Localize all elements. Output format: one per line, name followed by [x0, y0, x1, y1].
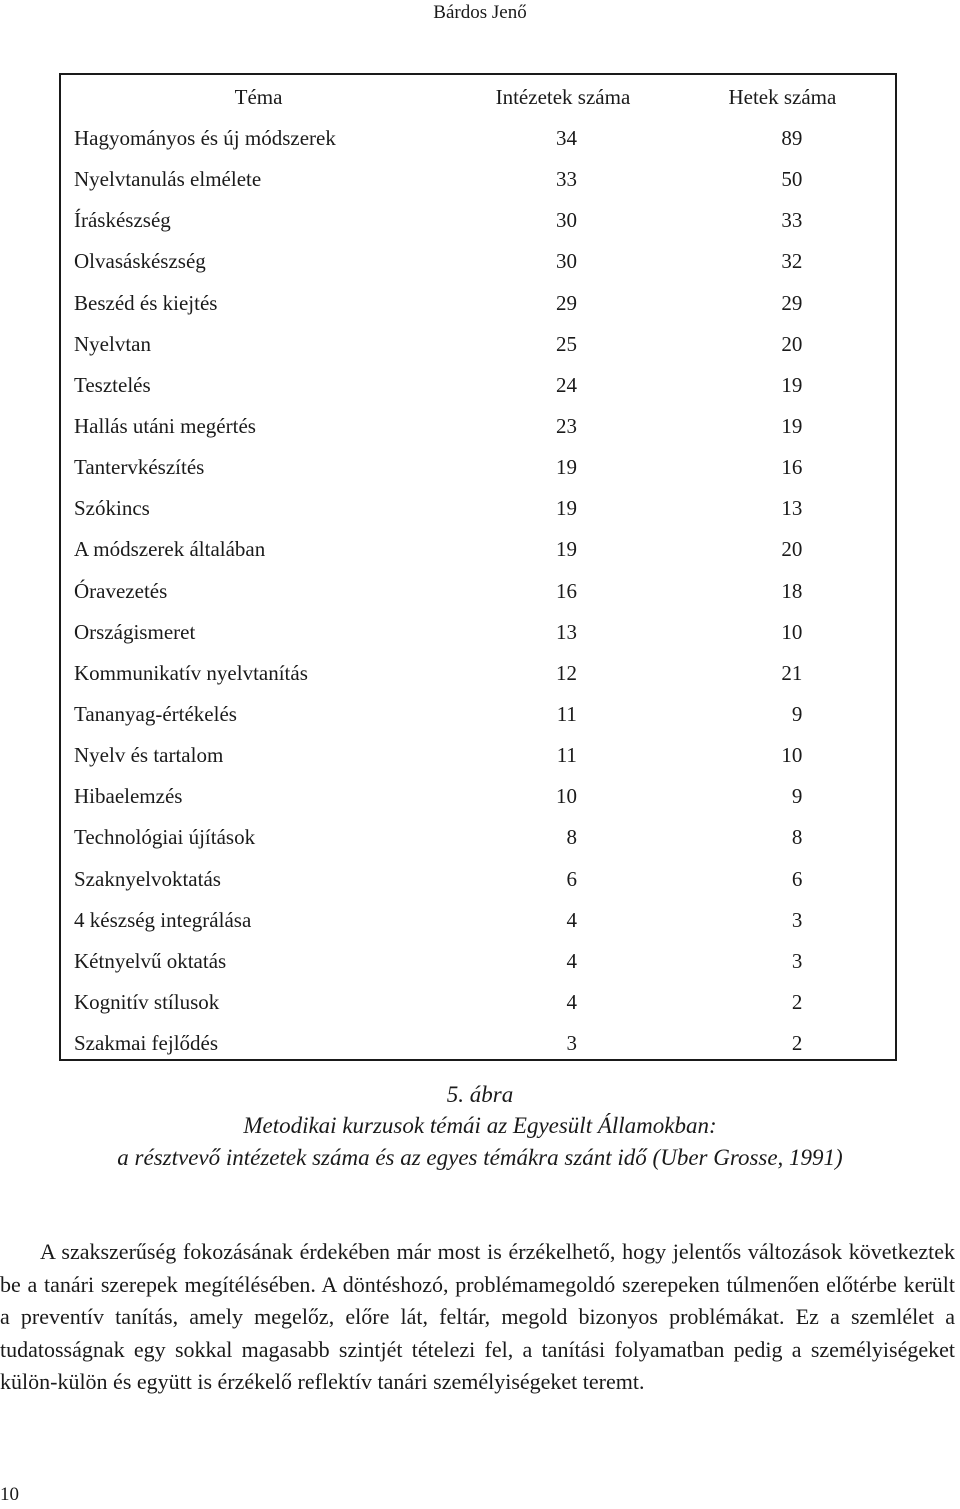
cell-weeks-wrap [670, 859, 895, 900]
cell-institutions: 13 [555, 619, 577, 644]
cell-weeks-wrap [670, 324, 895, 365]
cell-weeks: 18 [781, 578, 803, 603]
cell-weeks: 10 [781, 743, 803, 768]
table-row [61, 488, 895, 529]
cell-institutions: 30 [555, 208, 577, 233]
cell-institutions: 4 [566, 990, 577, 1015]
cell-institutions: 4 [566, 907, 577, 932]
cell-institutions: 19 [555, 455, 577, 480]
cell-weeks-wrap [670, 488, 895, 529]
cell-topic: Beszéd és kiejtés [74, 290, 218, 315]
table-row [61, 735, 895, 776]
cell-institutions-wrap [456, 241, 670, 282]
cell-weeks-wrap [670, 447, 895, 488]
cell-weeks-wrap [670, 900, 895, 941]
table-row [61, 694, 895, 735]
cell-topic: Hibaelemzés [74, 784, 183, 809]
table-row [61, 859, 895, 900]
cell-weeks-wrap [670, 612, 895, 653]
cell-institutions: 4 [566, 948, 577, 973]
cell-topic: Íráskészség [74, 208, 171, 233]
cell-weeks-wrap [670, 776, 895, 817]
cell-weeks-wrap [670, 735, 895, 776]
cell-institutions-wrap [456, 776, 670, 817]
cell-topic: Tesztelés [74, 372, 151, 397]
cell-institutions-wrap [456, 529, 670, 570]
cell-institutions-wrap [456, 982, 670, 1023]
cell-weeks: 29 [781, 290, 803, 315]
cell-weeks: 2 [791, 1031, 803, 1056]
cell-topic: Nyelvtanulás elmélete [74, 167, 262, 192]
cell-topic: Óravezetés [74, 578, 168, 603]
cell-institutions: 10 [555, 784, 577, 809]
table-row [61, 406, 895, 447]
page-number: 10 [0, 1484, 19, 1505]
cell-topic: A módszerek általában [74, 537, 266, 562]
topics-table [61, 75, 895, 1064]
table-row [61, 982, 895, 1023]
figure-caption-line-2: a résztvevő intézetek száma és az egyes témákra szánt idő (Uber Grosse, 1991) [117, 1145, 843, 1170]
cell-institutions-wrap [456, 694, 670, 735]
table-row [61, 529, 895, 570]
cell-weeks-wrap [670, 365, 895, 406]
body-paragraph: A szakszerűség fokozásának érdekében már most is érzékelhető, hogy jelentős változások következtek be a tanári szerepek megítélésében. A döntéshozó, problémamegoldó szerepeken túlmenően előtérbe került a preventív tanítás, amely megelőz, előre lát, feltár, megold bizonyos problémákat. Ez a szemlélet a tudatosságnak egy sokkal magasabb szintjét tételezi fel, a tanítási folyamatban pedig a személyiségeket külön-külön és együtt is érzékelő reflektív tanári személyiségeket teremt. [0, 1239, 955, 1394]
cell-topic: Hallás utáni megértés [74, 414, 256, 439]
cell-institutions-wrap [456, 653, 670, 694]
cell-institutions-wrap [456, 365, 670, 406]
cell-weeks: 10 [781, 619, 803, 644]
table-row [61, 776, 895, 817]
cell-weeks-wrap [670, 941, 895, 982]
cell-institutions: 33 [555, 167, 577, 192]
cell-institutions: 8 [566, 825, 577, 850]
cell-institutions-wrap [456, 159, 670, 200]
cell-weeks: 21 [781, 660, 803, 685]
cell-weeks: 20 [781, 537, 803, 562]
figure-label: 5. ábra [446, 1082, 514, 1107]
cell-weeks-wrap [670, 982, 895, 1023]
cell-weeks: 3 [791, 948, 803, 973]
cell-weeks-wrap [670, 529, 895, 570]
cell-institutions-wrap [456, 447, 670, 488]
cell-institutions-wrap [456, 859, 670, 900]
cell-weeks: 50 [781, 167, 803, 192]
table-row [61, 118, 895, 159]
cell-institutions-wrap [456, 283, 670, 324]
cell-topic: Szaknyelvoktatás [74, 866, 221, 891]
cell-weeks: 16 [781, 455, 803, 480]
header-weeks: Hetek száma [728, 84, 837, 109]
cell-weeks: 19 [781, 372, 803, 397]
cell-weeks: 13 [781, 496, 803, 521]
header-topic: Téma [234, 84, 283, 109]
figure-caption-line-1: Metodikai kurzusok témái az Egyesült Államokban: [243, 1113, 717, 1138]
cell-weeks: 32 [781, 249, 803, 274]
cell-institutions: 23 [555, 414, 577, 439]
cell-topic: Hagyományos és új módszerek [74, 126, 336, 151]
cell-institutions: 12 [555, 660, 577, 685]
table-header [61, 75, 895, 118]
cell-weeks: 8 [791, 825, 803, 850]
cell-topic: Kognitív stílusok [74, 990, 220, 1015]
cell-weeks: 2 [791, 990, 803, 1015]
cell-institutions-wrap [456, 817, 670, 858]
table-row [61, 447, 895, 488]
cell-institutions-wrap [456, 571, 670, 612]
cell-institutions: 11 [556, 743, 577, 768]
table-row [61, 571, 895, 612]
table-row [61, 159, 895, 200]
cell-institutions: 25 [555, 331, 577, 356]
table-row [61, 941, 895, 982]
cell-institutions: 24 [555, 372, 577, 397]
cell-institutions-wrap [456, 324, 670, 365]
cell-weeks: 19 [781, 414, 803, 439]
cell-weeks-wrap [670, 241, 895, 282]
cell-weeks-wrap [670, 653, 895, 694]
table-row [61, 283, 895, 324]
cell-institutions-wrap [456, 200, 670, 241]
cell-weeks-wrap [670, 817, 895, 858]
table-row [61, 324, 895, 365]
cell-institutions-wrap [456, 488, 670, 529]
cell-topic: Szakmai fejlődés [74, 1031, 219, 1056]
cell-weeks-wrap [670, 200, 895, 241]
cell-weeks: 6 [791, 866, 803, 891]
cell-topic: Szókincs [74, 496, 150, 521]
cell-weeks: 9 [791, 784, 803, 809]
table-row [61, 612, 895, 653]
cell-topic: Technológiai újítások [74, 825, 256, 850]
table-row [61, 1023, 895, 1064]
table-row [61, 817, 895, 858]
topics-table-frame [59, 73, 897, 1061]
table-row [61, 200, 895, 241]
table-row [61, 365, 895, 406]
cell-institutions: 11 [556, 702, 577, 727]
cell-institutions: 34 [555, 126, 577, 151]
cell-institutions-wrap [456, 118, 670, 159]
cell-topic: Kommunikatív nyelvtanítás [74, 660, 308, 685]
cell-institutions: 16 [555, 578, 577, 603]
cell-institutions: 29 [555, 290, 577, 315]
cell-institutions-wrap [456, 735, 670, 776]
cell-weeks-wrap [670, 406, 895, 447]
cell-weeks: 33 [781, 208, 803, 233]
cell-weeks: 89 [781, 126, 803, 151]
cell-institutions: 19 [555, 496, 577, 521]
table-row [61, 900, 895, 941]
cell-weeks: 9 [791, 702, 803, 727]
cell-institutions: 6 [566, 866, 577, 891]
cell-topic: Országismeret [74, 619, 196, 644]
cell-institutions-wrap [456, 941, 670, 982]
cell-institutions: 19 [555, 537, 577, 562]
cell-institutions-wrap [456, 1023, 670, 1064]
cell-topic: Olvasáskészség [74, 249, 206, 274]
cell-institutions-wrap [456, 900, 670, 941]
cell-institutions: 30 [555, 249, 577, 274]
cell-institutions: 3 [566, 1031, 577, 1056]
table-body [61, 118, 895, 1064]
cell-weeks: 3 [791, 907, 803, 932]
cell-institutions-wrap [456, 612, 670, 653]
running-head: Bárdos Jenő [433, 2, 527, 23]
cell-weeks-wrap [670, 571, 895, 612]
cell-topic: Kétnyelvű oktatás [74, 948, 227, 973]
cell-weeks-wrap [670, 694, 895, 735]
table-header-row [61, 75, 895, 118]
cell-weeks-wrap [670, 1023, 895, 1064]
cell-weeks: 20 [781, 331, 803, 356]
table-row [61, 653, 895, 694]
header-institutions: Intézetek száma [495, 84, 631, 109]
cell-topic: Tantervkészítés [74, 455, 205, 480]
cell-weeks-wrap [670, 118, 895, 159]
cell-topic: Nyelvtan [74, 331, 151, 356]
cell-weeks-wrap [670, 283, 895, 324]
cell-institutions-wrap [456, 406, 670, 447]
cell-weeks-wrap [670, 159, 895, 200]
cell-topic: Nyelv és tartalom [74, 743, 224, 768]
cell-topic: Tananyag-értékelés [74, 702, 237, 727]
cell-topic: 4 készség integrálása [74, 907, 252, 932]
table-row [61, 241, 895, 282]
